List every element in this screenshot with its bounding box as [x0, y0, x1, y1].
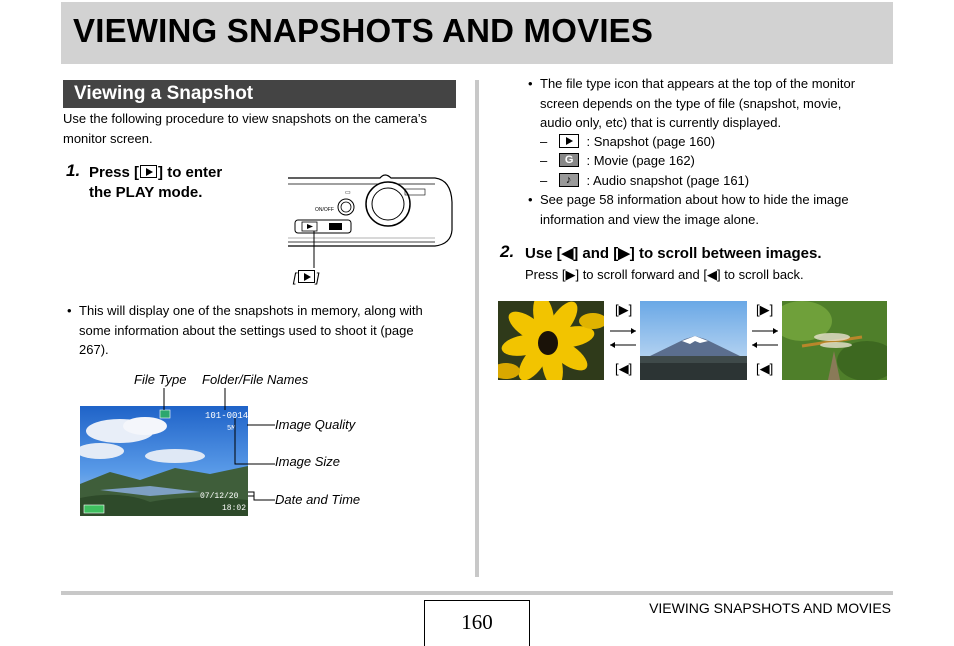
- label-date-time: Date and Time: [275, 492, 361, 507]
- type-movie: – G : Movie (page 162): [540, 153, 695, 168]
- label-folder-file-names: Folder/File Names: [202, 372, 309, 387]
- nav-forward-2: [▶]: [756, 302, 774, 317]
- play-icon: [140, 165, 157, 178]
- label-image-size: Image Size: [275, 454, 341, 469]
- screen-callout-lines: [150, 388, 280, 508]
- nav-arrows-2: [750, 325, 780, 351]
- step-2-text: Use [◀] and [▶] to scroll between images.: [525, 245, 822, 262]
- footer-title: VIEWING SNAPSHOTS AND MOVIES: [649, 600, 891, 616]
- svg-text:▭: ▭: [345, 190, 351, 196]
- type-audio-snapshot: – ♪ : Audio snapshot (page 161): [540, 173, 750, 188]
- nav-forward-1: [▶]: [615, 302, 633, 317]
- bullet-hide-info: • See page 58 information about how to hide the image information and view the image alone.: [528, 192, 849, 227]
- step-1-line-1: Press [ ] to enter: [89, 164, 223, 181]
- section-heading-bar: [63, 80, 456, 108]
- nav-back-2: [◀]: [756, 361, 774, 376]
- bullet-file-type-icon: • The file type icon that appears at the top of the monitor screen depends on the type of file (snapshot, movie, audio only, etc) that is currently displayed.: [528, 76, 856, 130]
- play-icon: [298, 270, 315, 283]
- page-number-box: [424, 600, 530, 646]
- snapshot-icon: [559, 134, 579, 148]
- screen-date: 07/12/20: [200, 492, 239, 501]
- column-divider: [475, 80, 479, 577]
- screen-time: 18:02: [222, 504, 247, 513]
- audio-snapshot-icon: ♪: [559, 173, 579, 187]
- title-bar: [61, 2, 893, 64]
- screen-size: 5M: [227, 425, 236, 433]
- nav-back-1: [◀]: [615, 361, 633, 376]
- play-button-callout: [ ]: [293, 270, 320, 285]
- nav-arrows-1: [608, 325, 638, 351]
- page-number: 160: [461, 610, 493, 634]
- step-2-number: 2.: [500, 242, 515, 261]
- intro-line-1: Use the following procedure to view snapshots on the camera’s: [63, 111, 427, 126]
- screen-folder-file: 101-0014: [205, 411, 248, 421]
- label-file-type: File Type: [134, 372, 187, 387]
- onoff-label: ON/OFF: [315, 207, 334, 213]
- footer-divider: [61, 591, 893, 595]
- movie-icon: G: [559, 153, 579, 167]
- type-snapshot: – : Snapshot (page 160): [540, 134, 716, 149]
- section-heading: Viewing a Snapshot: [74, 83, 254, 104]
- step-1-line-2: the PLAY mode.: [89, 184, 203, 201]
- bullet-display-snapshot: • This will display one of the snapshots in memory, along with some information about the settings used to shoot it (page 267).: [67, 303, 423, 357]
- intro-line-2: monitor screen.: [63, 131, 153, 146]
- label-image-quality: Image Quality: [275, 417, 356, 432]
- photo-mountain: [640, 301, 747, 380]
- page-title: VIEWING SNAPSHOTS AND MOVIES: [73, 12, 654, 49]
- step-1-number: 1.: [66, 161, 81, 180]
- photo-flower: [498, 301, 604, 380]
- photo-dragonfly: [782, 301, 887, 380]
- step-2-sub: Press [▶] to scroll forward and [◀] to scroll back.: [525, 267, 804, 282]
